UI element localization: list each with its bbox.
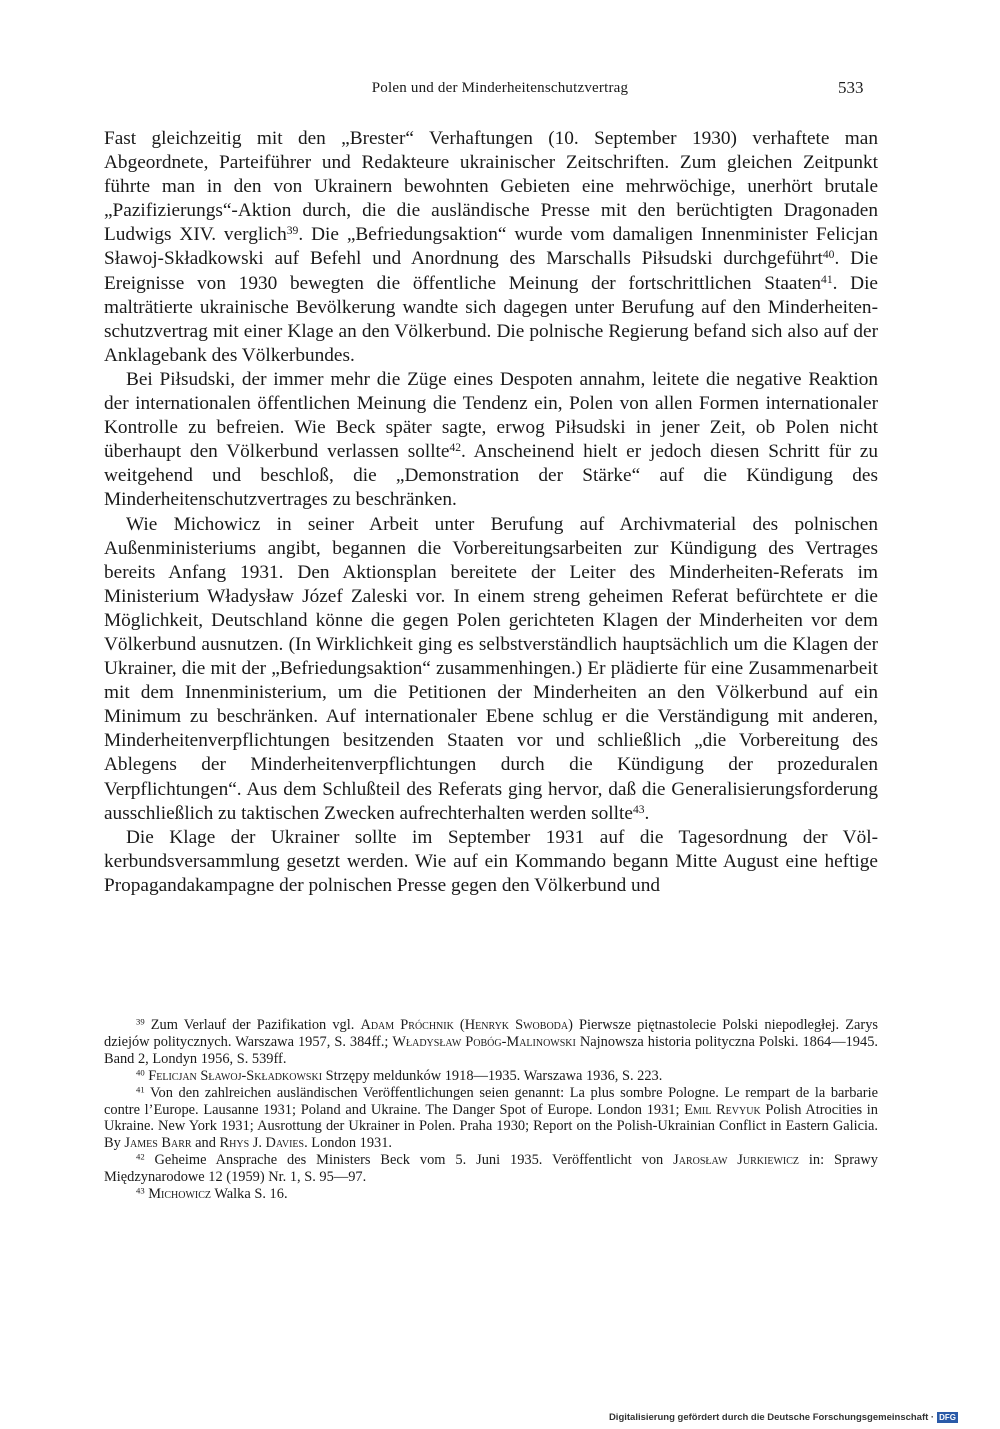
footnote-ref-42[interactable]: 42 [449, 441, 462, 455]
paragraph-2 [104, 368, 878, 513]
author-name: Adam Próchnik (Henryk Swoboda) [360, 1017, 573, 1033]
footnote-number: 42 [136, 1151, 145, 1162]
text-run: . Die Ereignisse von 1930 bewegten die öffentliche Meinung der fortschrittlichen Staaten [104, 248, 878, 294]
text-run: . Anscheinend hielt er jedoch diesen Schritt für zu weitgehend und beschloß, die „Demonstration der Stärke“ auf die Kündigung des Minderheitenschutzvertrages zu beschränken. [104, 441, 878, 511]
text-run: . Die malträtierte ukrainische Bevölkerung wandte sich dagegen unter Berufung auf den Minderheitenschutzvertrag mit einer Klage an den Völkerbund. Die polnische Regierung befand sich also auf der Anklagebank des Völkerbundes. [104, 272, 878, 366]
text-run: Najnowsza historia polityczna Polski. 1864—1945. Band 2, Londyn 1956, S. 539ff. [104, 1033, 878, 1067]
text-run: Strzępy meldunków 1918—1935. Warszawa 1936, S. 223. [322, 1067, 663, 1084]
text-run: Von den zahlreichen ausländischen Veröffentlichungen seien genannt: La plus sombre Pologne. Le rempart de la barbarie contre l’Europe. Lausanne 1931; Poland and Ukraine. The Danger Spot of Europe. London 1931; [104, 1084, 878, 1118]
footnote-ref-40[interactable]: 40 [822, 248, 835, 262]
text-run: in: Sprawy Międzynarodowe 12 (1959) Nr. 1, S. 95—97. [104, 1152, 878, 1186]
footnote-number: 41 [136, 1084, 145, 1095]
text-run: Wie Michowicz in seiner Arbeit unter Berufung auf Archivmaterial des polnischen Außenministeriums angibt, begannen die Vorbereitungsarbeiten zur Kündigung des Vertrages bereits Anfang 1931. Den Aktionsplan bereitete der Leiter des Minderheiten-Referats im Ministerium Władysław Józef Zaleski vor. In einem streng geheimen Referat befürchtete er die Möglichkeit, Deutschland könne die gegen Polen gerichteten Klagen der Minderheiten vor dem Völkerbund ausnutzen. (In Wirklichkeit ging es selbstverständlich hauptsächlich um die Klagen der Ukrainer, die mit der „Befriedungsaktion“ zusammenhingen.) Er plädierte für eine Zusammenarbeit mit dem Innenministerium, um die Petitionen der Minderheiten an den Völkerbund auf ein Minimum zu beschränken. Auf internationaler Ebene schlug er die Verständigung mit anderen, Minderheitenverpflichtungen besitzenden Staaten vor und schließlich „die Vorbereitung des Ablegens der Minderheitenverpflichtungen durch die Kündigung der prozeduralen Verpflichtungen“. Aus dem Schlußteil des Referats ging hervor, daß die Generalisierungsforderung ausschließlich zu taktischen Zwecken aufrechterhalten werden sollte [104, 513, 878, 824]
credit-text: Digitalisierung gefördert durch die Deutsche Forschungsgemeinschaft · [608, 1412, 935, 1423]
text-run: Fast gleichzeitig mit den „Brester“ Verhaftungen (10. September 1930) verhaftete man Abgeordnete, Parteiführer und Redakteure ukrainischer Zeitschriften. Zum gleichen Zeitpunkt führte man in den von Ukrainern bewohnten Gebieten eine mehrwöchige, unerhört brutale „Pazifizierungs“-Aktion durch, die die ausländische Presse mit den berüchtigten Dragonaden Ludwigs XIV. verglich [104, 128, 878, 246]
footnote-ref-43[interactable]: 43 [632, 802, 645, 816]
text-run: Polish Atrocities in Ukraine. New York 1931; Ausrottung der Ukrainer in Polen. Praha 1930; Report on the Polish-Ukrainian Conflict in Eastern Galicia. By [104, 1101, 879, 1152]
text-run: . Die „Befriedungsaktion“ wurde vom damaligen Innenminister Felicjan Sławoj-Składkowski auf Befehl und Anordnung des Marschalls Piłsudski durchgeführt [104, 224, 878, 270]
text-run: Geheime Ansprache des Ministers Beck vom 5. Juni 1935. Veröffentlicht von [144, 1152, 674, 1169]
footnotes [104, 1017, 878, 1203]
author-name: Jarosław Jurkiewicz [673, 1152, 799, 1169]
footnote-41 [104, 1085, 878, 1153]
footnote-number: 43 [136, 1185, 145, 1196]
footnote-number: 40 [136, 1067, 145, 1078]
text-run: and [191, 1135, 220, 1152]
author-name: Felicjan Sławoj-Składkowski [144, 1067, 323, 1084]
footnote-42 [104, 1152, 878, 1186]
footnote-40 [104, 1068, 878, 1085]
running-title: Polen und der Minderheitenschutzvertrag [371, 80, 629, 96]
dfg-logo-icon: DFG [939, 1413, 956, 1422]
footnote-43 [104, 1186, 878, 1203]
paragraph-4: Die Klage der Ukrainer sollte im September 1931 auf die Tagesordnung der Völkerbundsversammlung gesetzt werden. Wie auf ein Kommando begann Mitte August eine heftige Propagandakampagne der polnischen Presse gegen den Völkerbund und [104, 826, 878, 896]
text-run: Zum Verlauf der Pazifikation vgl. [144, 1017, 361, 1033]
author-name: James Barr [124, 1135, 192, 1152]
author-name: Michowicz [144, 1186, 212, 1203]
footnote-ref-41[interactable]: 41 [821, 272, 833, 286]
paragraph-1 [104, 127, 878, 368]
author-name: Rhys J. Davies [219, 1135, 305, 1152]
text-run: Bei Piłsudski, der immer mehr die Züge eines Despoten annahm, leitete die negative Reaktion der internationalen öffentlichen Meinung die Tendenz ein, Polen von allen Formen internationaler Kontrolle zu befreien. Wie Beck später sagte, erwog Piłsudski in jener Zeit, ob Polen nicht überhaupt den Völkerbund verlassen sollte [104, 368, 878, 463]
digitization-credit [609, 1412, 958, 1423]
text-run: . [644, 802, 650, 824]
author-name: Władysław Pobóg-Malinowski [392, 1033, 576, 1050]
author-name: Emil Revyuk [684, 1101, 761, 1118]
page-number: 533 [838, 78, 864, 97]
paragraph-3 [104, 513, 878, 826]
footnote-number: 39 [136, 1016, 145, 1027]
text-run: Walka S. 16. [211, 1186, 288, 1203]
text-run: Pierwsze piętnastolecie Polski niepodległej. Zarys dziejów politycznych. Warszawa 1957, S. 384ff.; [104, 1017, 878, 1050]
footnote-39 [104, 1017, 878, 1068]
main-text [104, 127, 878, 898]
footnote-ref-39[interactable]: 39 [286, 224, 299, 238]
text-run: . London 1931. [304, 1135, 393, 1152]
